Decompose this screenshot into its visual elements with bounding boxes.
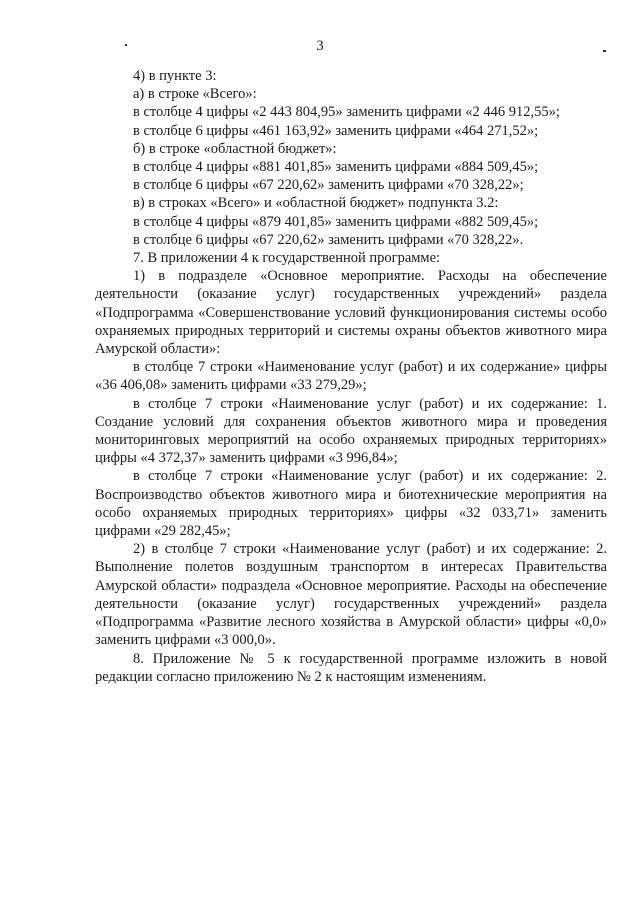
paragraph: 4) в пункте 3: [133,68,217,84]
paragraph: в столбце 6 цифры «67 220,62» заменить цифрами «70 328,22»; [133,177,524,194]
paragraph: а) в строке «Всего»: [133,86,257,103]
paragraph: б) в строке «областной бюджет»: [133,140,337,157]
paragraph: в столбце 7 строки «Наименование услуг (работ) и их содержание: 1. Создание условий для сохранения объектов животного мира и проведения мониторинговых мероприятий на особо охраняемых природных территориях» цифры «4 372,37» заменить цифрами «3 996,84»; [95,395,607,467]
paragraph: в столбце 6 цифры «67 220,62» заменить цифрами «70 328,22». [133,231,524,248]
paragraph: в столбце 4 цифры «2 443 804,95» заменить цифрами «2 446 912,55»; [133,104,560,121]
paragraph: в столбце 7 строки «Наименование услуг (работ) и их содержание» цифры «36 406,08» заменить цифрами «33 279,29»; [95,359,607,394]
paragraph: в столбце 4 цифры «879 401,85» заменить цифрами «882 509,45»; [133,213,539,230]
page-number: 3 [316,38,324,54]
paragraph: в столбце 6 цифры «461 163,92» заменить цифрами «464 271,52»; [133,122,539,139]
paragraph: в) в строках «Всего» и «областной бюджет» подпункта 3.2: [133,195,499,212]
paragraph: в столбце 7 строки «Наименование услуг (работ) и их содержание: 2. Воспроизводство объектов животного мира и биотехнические мероприятия на особо охраняемых природных территориях» цифры «32 033,71» заменить цифрами «29 282,45»; [95,468,607,540]
document-body [95,67,607,686]
paragraph: в столбце 4 цифры «881 401,85» заменить цифрами «884 509,45»; [133,159,539,176]
paragraph: 2) в столбце 7 строки «Наименование услуг (работ) и их содержание: 2. Выполнение полетов воздушным транспортом в интересах Правительства Амурской области» подраздела «Основное мероприятие. Расходы на обеспечение деятельности (оказание услуг) государственных учреждений» раздела «Подпрограмма «Развитие лесного хозяйства в Амурской области» цифры «0,0» заменить цифрами «3 000,0». [95,541,607,649]
paragraph: 1) в подразделе «Основное мероприятие. Расходы на обеспечение деятельности (оказание услуг) государственных учреждений» раздела «Подпрограмма «Совершенствование условий функционирования системы особо охраняемых природных территорий и системы охраны объектов животного мира Амурской области»: [95,268,607,358]
paragraph: 7. В приложении 4 к государственной программе: [133,250,441,267]
paragraph: 8. Приложение № 5 к государственной программе изложить в новой редакции согласно приложению № 2 к настоящим изменениям. [95,650,607,685]
